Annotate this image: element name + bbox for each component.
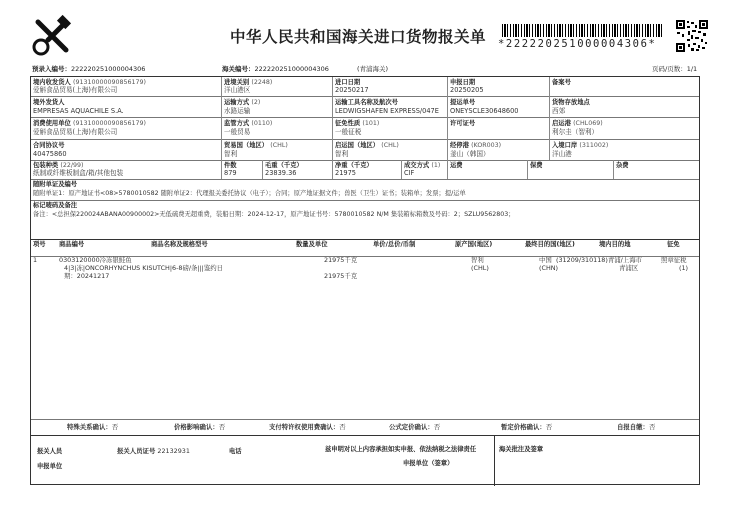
customs-approval-label: 海关批注及签章: [499, 446, 544, 453]
pieces-label: 件数: [224, 162, 237, 169]
declaration-form: [30, 76, 700, 485]
transit-port-label: 经停港 (KOR003): [450, 142, 502, 149]
qr-code-icon: [676, 20, 708, 52]
import-date-label: 进口日期: [335, 79, 361, 86]
freight-label: 运费: [450, 162, 463, 169]
goods-header-origin: 原产国(地区): [455, 241, 493, 248]
marks-label: 标记唛码及备注: [33, 202, 78, 209]
barcode-text: *222220251000004306*: [498, 38, 657, 50]
shipper-name: EMPRESAS AQUACHILE S.A.: [33, 107, 124, 115]
declare-unit-seal: 申报单位（签章）: [403, 460, 454, 467]
record-no-label: 备案号: [552, 79, 571, 86]
pieces-value: 879: [224, 169, 237, 177]
packing-label: 包装种类 (22/99): [33, 162, 84, 169]
deal-mode-label: 成交方式 (1): [404, 162, 441, 169]
provisional-price: 暂定价格确认：否: [501, 423, 553, 431]
goods-header-price: 单价/总价/币制: [373, 241, 416, 248]
formula-pricing: 公式定价确认：否: [389, 423, 441, 431]
declare-unit-label: 申报单位: [37, 463, 63, 470]
tax-nature-value: 一般征税: [335, 128, 362, 136]
transport-value: 水路运输: [224, 107, 251, 115]
consumer-name: 爱斛食品贸易(上海)有限公司: [33, 128, 118, 136]
gross-weight-value: 23839.36: [265, 169, 297, 177]
marks-text: 备注：<总担保220024ABANA00900002>无低硫费无超重费，装船日期：2024-12-17，原产地证书号：5780010582 N/M 集装箱标箱数及号码：2；SZLU9562803；: [33, 211, 515, 218]
consignee-name: 爱斛食品贸易(上海)有限公司: [33, 86, 118, 94]
departure-port-label: 启运港 (CHL069): [552, 120, 603, 127]
goods-header-domestic: 境内目的地: [599, 241, 631, 248]
customs-office: (青浦海关): [357, 65, 389, 73]
entry-checkpoint-value: 洋山港: [552, 150, 572, 158]
import-date-value: 20250217: [335, 86, 369, 94]
phone-label: 电话: [229, 448, 242, 455]
origin-country-label: 启运国（地区） (CHL): [335, 142, 399, 149]
special-relationship: 特殊关系确认：否: [67, 423, 119, 431]
vessel-value: LEDWIGSHAFEN EXPRESS/047E: [335, 107, 439, 115]
entry-port-label: 进境关别 (2248): [224, 79, 273, 86]
goods-header-dest: 最终目的国(地区): [525, 241, 575, 248]
origin-country-value: 智利: [335, 150, 349, 158]
license-label: 许可证号: [450, 120, 476, 127]
storage-label: 货物存放地点: [552, 99, 590, 106]
item-spec-date: 期：20241217: [64, 272, 110, 280]
supervision-value: 一般贸易: [224, 128, 251, 136]
item-qty-2: 21975千克: [324, 272, 358, 280]
tax-nature-label: 征免性质 (101): [335, 120, 380, 127]
customs-number: 海关编号：222220251000004306: [222, 65, 329, 73]
goods-header-code: 商品编号: [59, 241, 85, 248]
declarant-label: 报关人员: [37, 448, 63, 455]
item-dest-code: (CHN): [539, 264, 559, 272]
item-domestic-district: 青浦区: [619, 264, 639, 272]
net-weight-label: 净重（千克）: [335, 162, 373, 169]
item-origin-code: (CHL): [471, 264, 489, 272]
declare-date-value: 20250205: [450, 86, 484, 94]
contract-label: 合同协议号: [33, 142, 65, 149]
page-count: 页码/页数：1/1: [652, 65, 698, 73]
entry-checkpoint-label: 入境口岸 (311002): [552, 142, 609, 149]
bl-value: ONEYSCLE30648600: [450, 107, 519, 115]
bl-label: 提运单号: [450, 99, 476, 106]
trade-country-value: 智利: [224, 150, 238, 158]
storage-value: 西郊: [552, 107, 566, 115]
deal-mode-value: CIF: [404, 169, 415, 177]
price-influence: 价格影响确认：否: [174, 423, 226, 431]
item-spec: 4|3|冻|ONCORHYNCHUS KISUTCH|6-8磅/条|||鉴约日: [64, 264, 224, 272]
documents-text: 随附单证1：原产地证书<08>5780010582 随附单证2：代理报关委托协议（电子）；合同；原产地证据文件；兽医（卫生）证书；装箱单；发票；提/运单: [33, 190, 466, 197]
declarant-cert: 报关人员证号 22132931: [117, 447, 190, 455]
item-tax: 照章征税: [661, 256, 687, 264]
misc-fee-label: 杂费: [616, 162, 629, 169]
supervision-label: 监管方式 (0110): [224, 120, 273, 127]
document-title: 中华人民共和国海关进口货物报关单: [230, 28, 487, 46]
item-tax-code: (1): [679, 264, 689, 272]
barcode: [502, 24, 662, 37]
vessel-label: 运输工具名称及航次号: [335, 99, 398, 106]
royalty-confirm: 支付特许权使用费确认：否: [269, 423, 346, 431]
consignee-label: 境内收发货人 (91310000090856179): [33, 79, 147, 86]
goods-header-name: 商品名称及规格型号: [151, 241, 208, 248]
item-dest: 中国: [539, 256, 552, 264]
transport-label: 运输方式 (2): [224, 99, 261, 106]
packing-value: 纸制或纤维板制盒/箱/其他包装: [33, 169, 124, 177]
gross-weight-label: 毛重（千克）: [265, 162, 303, 169]
item-qty-1: 21975千克: [324, 256, 358, 264]
self-declare: 自报自缴：否: [617, 423, 656, 431]
entry-port-value: 洋山港区: [224, 86, 251, 94]
documents-label: 随附单证及编号: [33, 181, 78, 188]
net-weight-value: 21975: [335, 169, 356, 177]
insurance-label: 保费: [530, 162, 543, 169]
preentry-number: 预录入编号：222220251000004306: [32, 65, 146, 73]
goods-header-tax: 征免: [667, 241, 680, 248]
item-origin: 智利: [471, 256, 484, 264]
declare-date-label: 申报日期: [450, 79, 476, 86]
contract-value: 40475860: [33, 150, 67, 158]
customs-emblem-icon: [28, 12, 76, 60]
goods-header-qty: 数量及单位: [296, 241, 328, 248]
departure-port-value: 利尔圭（智利）: [552, 128, 599, 136]
transit-port-value: 釜山（韩国）: [450, 150, 490, 158]
item-code: 0303120000冷冻银鲑鱼: [59, 256, 132, 264]
trade-country-label: 贸易国（地区） (CHL): [224, 142, 288, 149]
goods-header-seq: 项号: [33, 241, 46, 248]
shipper-label: 境外发货人: [33, 99, 65, 106]
consumer-label: 消费使用单位 (91310000090856179): [33, 120, 147, 127]
item-seq: 1: [33, 256, 38, 264]
item-domestic: (31209/310118)青浦/上海市: [556, 256, 642, 264]
legal-statement: 兹申明对以上内容承担如实申报、依法纳税之法律责任: [325, 446, 477, 453]
